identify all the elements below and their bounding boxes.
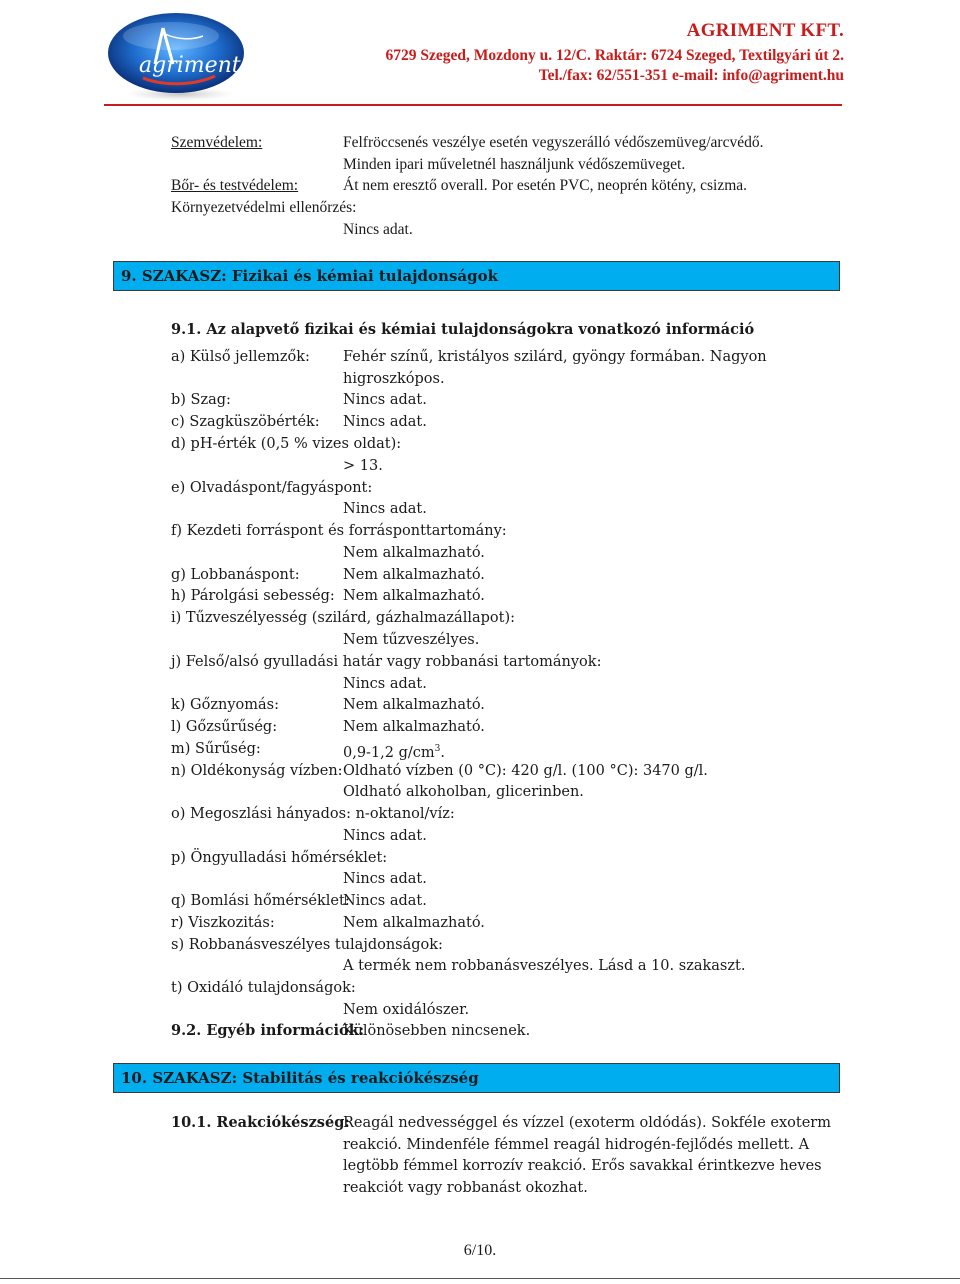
section-9-1-number: 9.1. bbox=[171, 321, 202, 338]
header-address: 6729 Szeged, Mozdony u. 12/C. Raktár: 6724 Szeged, Textilgyári út 2. bbox=[385, 47, 844, 64]
row-label-t: t) Oxidáló tulajdonságok: bbox=[171, 980, 356, 996]
header-divider bbox=[104, 104, 842, 106]
reactivity-line-2: reakció. Mindenféle fémmel reagál hidrogén-fejlődés mellett. A bbox=[343, 1137, 810, 1153]
page-number: 6/10. bbox=[463, 1242, 497, 1259]
row-label-m: m) Sűrűség: bbox=[171, 741, 261, 757]
density-unit-exponent: 3 bbox=[434, 744, 441, 754]
section-10-title: 10. SZAKASZ: Stabilitás és reakciókészség bbox=[121, 1069, 479, 1087]
row-label-h: h) Párolgási sebesség: bbox=[171, 588, 335, 604]
section-9-1-heading bbox=[171, 321, 754, 339]
env-control-label: Környezetvédelmi ellenőrzés: bbox=[171, 199, 357, 216]
row-label-s: s) Robbanásveszélyes tulajdonságok: bbox=[171, 937, 443, 953]
row-value-a-1: Fehér színű, kristályos szilárd, gyöngy formában. Nagyon bbox=[343, 349, 767, 365]
row-value-l: Nem alkalmazható. bbox=[343, 719, 485, 735]
reactivity-line-3: legtöbb fémmel korrozív reakció. Erős savakkal érintkezve heves bbox=[343, 1158, 822, 1174]
row-value-k: Nem alkalmazható. bbox=[343, 697, 485, 713]
row-value-s: A termék nem robbanásveszélyes. Lásd a 10. szakaszt. bbox=[343, 958, 746, 974]
row-value-e: Nincs adat. bbox=[343, 501, 427, 517]
row-value-m bbox=[343, 740, 445, 762]
row-value-n-2: Oldható alkoholban, glicerinben. bbox=[343, 784, 584, 800]
row-label-r: r) Viszkozitás: bbox=[171, 915, 275, 931]
row-label-e: e) Olvadáspont/fagyáspont: bbox=[171, 480, 373, 496]
row-label-a: a) Külső jellemzők: bbox=[171, 349, 310, 365]
row-label-p: p) Öngyulladási hőmérséklet: bbox=[171, 850, 388, 866]
reactivity-line-1: Reagál nedvességgel és vízzel (exoterm oldódás). Sokféle exoterm bbox=[343, 1115, 831, 1131]
section-9-header bbox=[113, 261, 840, 291]
skin-protection-label: Bőr- és testvédelem: bbox=[171, 177, 299, 194]
eye-protection-value-2: Minden ipari műveletnél használjunk védőszemüveget. bbox=[343, 156, 686, 173]
row-value-j: Nincs adat. bbox=[343, 676, 427, 692]
row-value-g: Nem alkalmazható. bbox=[343, 567, 485, 583]
row-value-a-2: higroszkópos. bbox=[343, 371, 445, 387]
density-value: 0,9-1,2 g/cm bbox=[343, 744, 435, 761]
header-company-name: AGRIMENT KFT. bbox=[686, 20, 844, 41]
row-label-d: d) pH-érték (0,5 % vizes oldat): bbox=[171, 436, 402, 452]
row-label-j: j) Felső/alsó gyulladási határ vagy robbanási tartományok: bbox=[171, 654, 602, 670]
row-value-b: Nincs adat. bbox=[343, 392, 427, 408]
section-10-header bbox=[113, 1063, 840, 1093]
footer-divider bbox=[0, 1278, 960, 1279]
row-value-c: Nincs adat. bbox=[343, 414, 427, 430]
row-value-h: Nem alkalmazható. bbox=[343, 588, 485, 604]
row-label-c: c) Szagküszöbérték: bbox=[171, 414, 320, 430]
section-9-title: 9. SZAKASZ: Fizikai és kémiai tulajdonságok bbox=[121, 267, 498, 285]
other-info-value: Különösebben nincsenek. bbox=[343, 1023, 531, 1039]
logo-text: agriment bbox=[139, 53, 241, 78]
env-control-value: Nincs adat. bbox=[343, 221, 413, 238]
header-contact: Tel./fax: 62/551-351 e-mail: info@agriment.hu bbox=[538, 67, 844, 84]
row-label-i: i) Tűzveszélyesség (szilárd, gázhalmazállapot): bbox=[171, 610, 516, 626]
row-label-k: k) Gőznyomás: bbox=[171, 697, 279, 713]
row-label-n: n) Oldékonyság vízben: bbox=[171, 763, 343, 779]
row-value-d: > 13. bbox=[343, 458, 383, 474]
row-label-q: q) Bomlási hőmérséklet: bbox=[171, 893, 350, 909]
row-value-o: Nincs adat. bbox=[343, 828, 427, 844]
row-value-t: Nem oxidálószer. bbox=[343, 1002, 470, 1018]
row-value-p: Nincs adat. bbox=[343, 871, 427, 887]
row-value-q: Nincs adat. bbox=[343, 893, 427, 909]
row-label-o: o) Megoszlási hányados: n-oktanol/víz: bbox=[171, 806, 455, 822]
row-label-g: g) Lobbanáspont: bbox=[171, 567, 300, 583]
row-value-f: Nem alkalmazható. bbox=[343, 545, 485, 561]
row-value-i: Nem tűzveszélyes. bbox=[343, 632, 480, 648]
density-period: . bbox=[440, 744, 446, 761]
company-logo bbox=[103, 6, 253, 103]
other-info-label: 9.2. Egyéb információk: bbox=[171, 1022, 365, 1039]
eye-protection-label: Szemvédelem: bbox=[171, 134, 263, 151]
row-label-f: f) Kezdeti forráspont és forrásponttartomány: bbox=[171, 523, 507, 539]
row-label-l: l) Gőzsűrűség: bbox=[171, 719, 278, 735]
row-value-r: Nem alkalmazható. bbox=[343, 915, 485, 931]
row-label-b: b) Szag: bbox=[171, 392, 231, 408]
section-9-1-title: Az alapvető fizikai és kémiai tulajdonságokra vonatkozó információ bbox=[206, 321, 755, 338]
reactivity-label: 10.1. Reakciókészség: bbox=[171, 1114, 350, 1131]
reactivity-line-4: reakciót vagy robbanást okozhat. bbox=[343, 1180, 588, 1196]
skin-protection-value: Át nem eresztő overall. Por esetén PVC, neoprén kötény, csizma. bbox=[343, 177, 748, 194]
eye-protection-value-1: Felfröccsenés veszélye esetén vegyszerálló védőszemüveg/arcvédő. bbox=[343, 134, 764, 151]
row-value-n-1: Oldható vízben (0 °C): 420 g/l. (100 °C): 3470 g/l. bbox=[343, 763, 708, 779]
